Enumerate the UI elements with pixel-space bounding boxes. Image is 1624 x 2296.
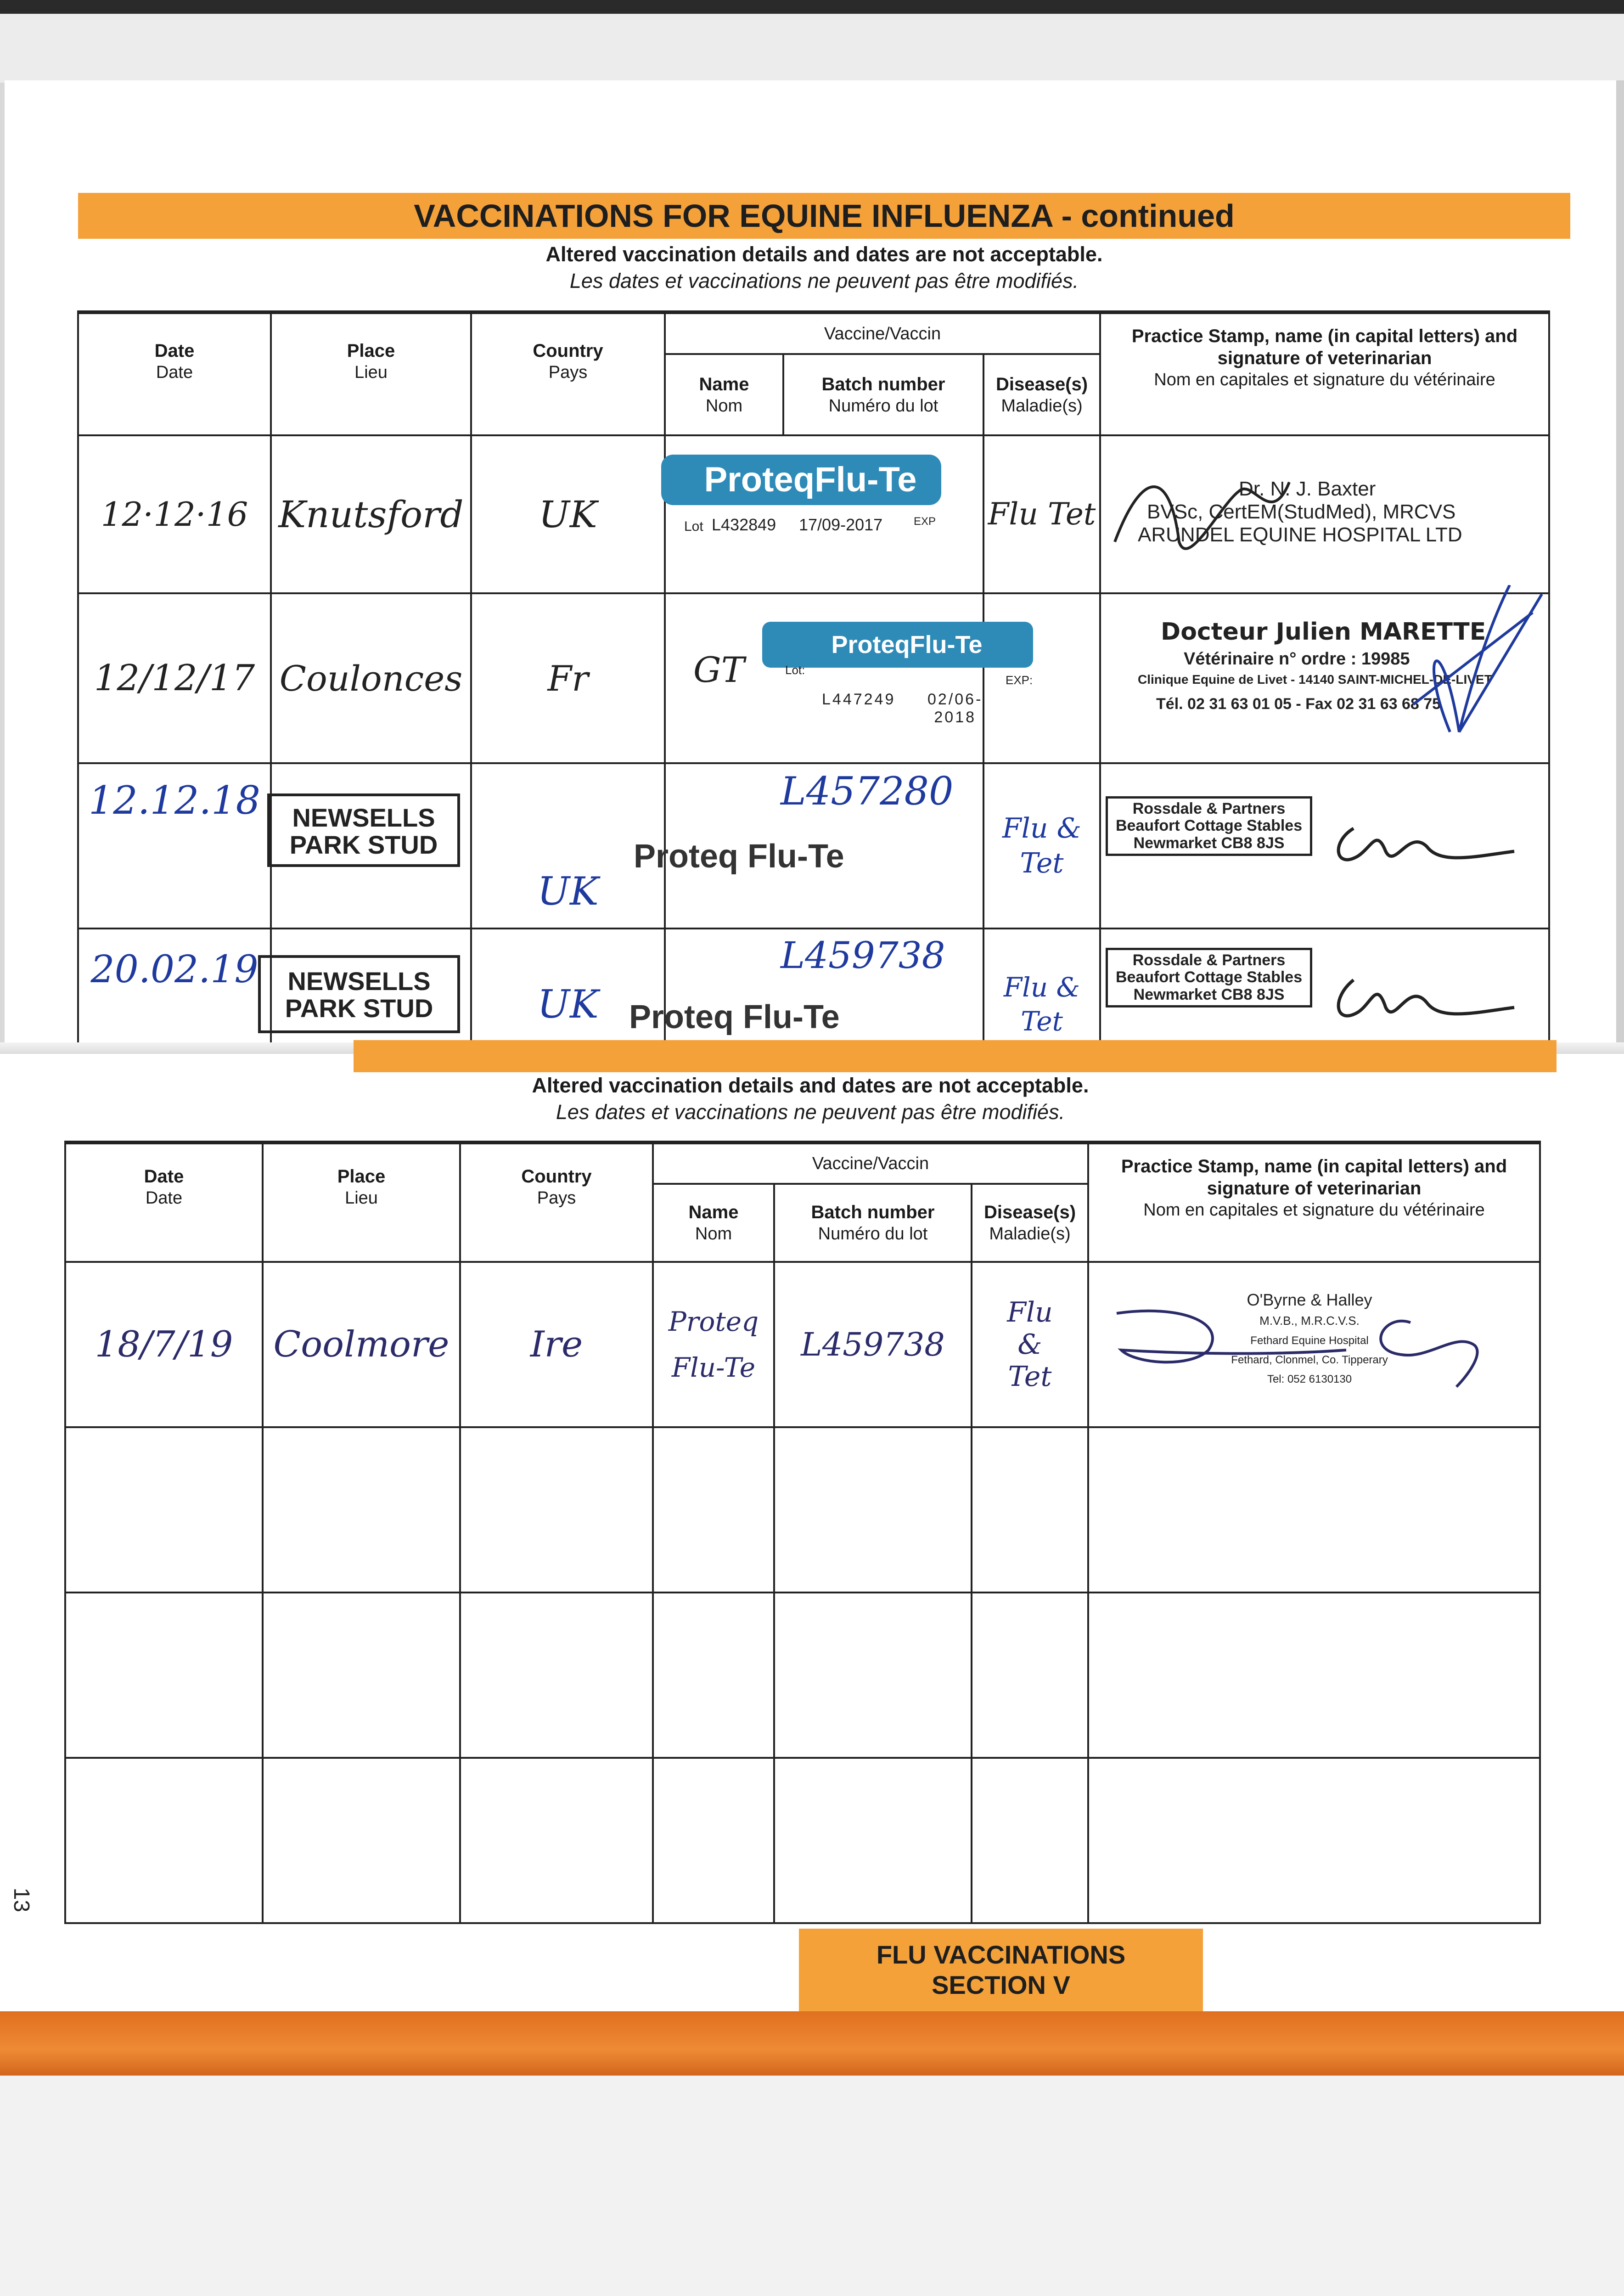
table-header-row <box>78 312 1549 354</box>
place-cell <box>263 1427 460 1593</box>
practice-stamp <box>1106 948 1312 1007</box>
place-cell: Knutsford <box>271 435 471 593</box>
stamp-line-3: Newmarket CB8 8JS <box>1133 834 1285 852</box>
scanner-edge <box>0 0 1624 14</box>
vaccine-cell <box>634 763 983 929</box>
date-cell <box>65 1593 263 1758</box>
country-cell <box>460 1758 653 1923</box>
date-cell: 20.02.19 <box>78 929 271 1080</box>
stamp-line-1: NEWSELLS <box>287 967 431 996</box>
stamp-line-2: PARK STUD <box>289 830 438 859</box>
place-cell <box>263 1593 460 1758</box>
previous-page-edge <box>0 14 1624 83</box>
vaccine-group-header: Vaccine/Vaccin <box>665 312 1100 354</box>
notice-english: Altered vaccination details and dates are not acceptable. <box>532 1074 1089 1097</box>
vet-practice: ARUNDEL EQUINE HOSPITAL LTD <box>1138 523 1462 546</box>
batch-handwritten: L457280 <box>781 769 954 814</box>
sticker-batch: L432849 <box>712 515 776 534</box>
stamp-line-4: Fethard, Clonmel, Co. Tipperary <box>1231 1354 1388 1366</box>
vet-qualifications: BVSc, CertEM(StudMed), MRCVS <box>1147 501 1456 523</box>
place-cell <box>263 1758 460 1923</box>
disease-cell <box>983 593 1100 763</box>
disease-cell: Flu & Tet <box>983 929 1100 1080</box>
vet-signature <box>1326 801 1519 874</box>
stamp-line-1: NEWSELLS <box>292 803 435 832</box>
section-title: VACCINATIONS FOR EQUINE INFLUENZA - continued <box>78 193 1570 239</box>
disease-cell <box>972 1593 1088 1758</box>
upper-vaccination-table <box>77 310 1550 1081</box>
practice-cell <box>1088 1427 1540 1593</box>
lower-vaccination-table <box>64 1141 1541 1924</box>
sticker-batch: L447249 <box>822 691 896 708</box>
name-cell <box>653 1593 774 1758</box>
stamp-line-2: Beaufort Cottage Stables <box>1115 817 1303 835</box>
vaccine-sticker-cell <box>665 435 983 593</box>
practice-cell <box>1088 1262 1540 1427</box>
table-row <box>78 435 1549 593</box>
notice-french: Les dates et vaccinations ne peuvent pas être modifiés. <box>556 1100 1065 1124</box>
disease-line-3: Tet <box>1008 1361 1052 1393</box>
country-cell: Ire <box>460 1262 653 1427</box>
table-row <box>65 1427 1540 1593</box>
batch-cell: L459738 <box>774 1262 972 1427</box>
disease-cell: Flu Tet <box>983 435 1100 593</box>
notice-french: Les dates et vaccinations ne peuvent pas être modifiés. <box>569 269 1079 293</box>
name-cell <box>653 1427 774 1593</box>
stamp-line-3: Fethard Equine Hospital <box>1250 1334 1369 1347</box>
table-row <box>65 1758 1540 1923</box>
date-cell: 12·12·16 <box>78 435 271 593</box>
sticker-date: 02/06-2018 <box>927 691 983 726</box>
table-row <box>65 1593 1540 1758</box>
stamp-line-2: PARK STUD <box>285 993 433 1023</box>
name-line-1: Proteq <box>668 1306 759 1337</box>
stamp-line-5: Tel: 052 6130130 <box>1267 1373 1352 1385</box>
stamp-line-3: Newmarket CB8 8JS <box>1133 985 1285 1003</box>
place-cell <box>271 763 471 929</box>
name-cell <box>653 1758 774 1923</box>
country-cell: UK <box>471 929 665 1080</box>
date-cell: 12.12.18 <box>78 763 271 929</box>
batch-header: Batch number Numéro du lot <box>783 354 983 435</box>
place-stamp <box>258 955 460 1033</box>
name-cell <box>653 1262 774 1427</box>
section-tab-line-1: FLU VACCINATIONS <box>876 1940 1126 1969</box>
disease-cell <box>972 1262 1088 1427</box>
table-row <box>78 763 1549 929</box>
date-cell: 12/12/17 <box>78 593 271 763</box>
name-mark: GT <box>693 649 745 690</box>
place-cell: Coulonces <box>271 593 471 763</box>
batch-cell <box>774 1427 972 1593</box>
country-cell: Fr <box>471 593 665 763</box>
batch-cell <box>774 1593 972 1758</box>
vaccine-group-header: Vaccine/Vaccin <box>653 1142 1088 1184</box>
section-tab <box>799 1929 1203 2011</box>
table-row <box>78 593 1549 763</box>
disease-cell: Flu & Tet <box>983 763 1100 929</box>
batch-cell <box>774 1758 972 1923</box>
page-number: 13 <box>9 1887 34 1913</box>
sticker-lot-label: Lot: <box>785 663 805 677</box>
practice-cell <box>1100 593 1549 763</box>
vaccine-sticker-cell <box>665 593 1033 763</box>
date-header: Date Date <box>65 1142 263 1262</box>
stamp-line-2: Beaufort Cottage Stables <box>1115 968 1303 986</box>
section-tab-line-2: SECTION V <box>932 1970 1070 1999</box>
stamp-line-1: O'Byrne & Halley <box>1247 1290 1372 1309</box>
country-header: Country Pays <box>471 312 665 435</box>
place-header: Place Lieu <box>271 312 471 435</box>
sticker-exp-label: EXP: <box>1006 673 1033 687</box>
date-cell <box>65 1427 263 1593</box>
country-header: Country Pays <box>460 1142 653 1262</box>
disease-cell <box>972 1758 1088 1923</box>
notice-english: Altered vaccination details and dates are not acceptable. <box>545 242 1103 266</box>
practice-cell <box>1100 763 1549 929</box>
practice-stamp <box>1213 1290 1406 1387</box>
date-header: Date Date <box>78 312 271 435</box>
cover-edge-orange <box>0 2011 1624 2076</box>
place-cell: Coolmore <box>263 1262 460 1427</box>
batch-handwritten: L459738 <box>781 934 945 977</box>
vaccine-name-stamp: Proteq Flu-Te <box>634 838 844 875</box>
sticker-exp-label: EXP <box>914 515 936 528</box>
practice-cell <box>1088 1593 1540 1758</box>
disease-cell <box>972 1427 1088 1593</box>
name-header: Name Nom <box>665 354 783 435</box>
disease-line-1: Flu <box>1007 1296 1053 1328</box>
disease-header: Disease(s) Maladie(s) <box>983 354 1100 435</box>
name-header: Name Nom <box>653 1184 774 1262</box>
disease-header: Disease(s) Maladie(s) <box>972 1184 1088 1262</box>
vet-clinic: Clinique Equine de Livet - 14140 SAINT-MICHEL-DE-LIVET <box>1138 672 1492 687</box>
vet-order-number: Vétérinaire n° ordre : 19985 <box>1184 649 1410 669</box>
practice-cell <box>1088 1758 1540 1923</box>
practice-header: Practice Stamp, name (in capital letters) and signature of veterinarian Nom en capitales et signature du vétérinaire <box>1088 1142 1540 1262</box>
vet-name: Docteur Julien MARETTE <box>1161 618 1486 646</box>
country-cell: UK <box>471 435 665 593</box>
scan-background <box>0 2076 1624 2296</box>
name-line-2: Flu-Te <box>671 1352 756 1383</box>
vet-signature <box>1386 585 1551 750</box>
disease-line-2: & <box>1017 1328 1042 1361</box>
date-cell: 18/7/19 <box>65 1262 263 1427</box>
table-row <box>65 1262 1540 1427</box>
lower-title-band-edge <box>354 1040 1557 1072</box>
vet-name: Dr. N. J. Baxter <box>1239 478 1376 500</box>
sticker-date: 17/09-2017 <box>799 515 883 534</box>
stamp-line-2: M.V.B., M.R.C.V.S. <box>1259 1314 1360 1328</box>
sticker-lot-label: Lot <box>684 519 703 534</box>
practice-stamp <box>1106 796 1312 856</box>
practice-header: Practice Stamp, name (in capital letters) and signature of veterinarian Nom en capitales et signature du vétérinaire <box>1100 312 1549 435</box>
vaccine-sticker: ProteqFlu-Te <box>762 622 1033 668</box>
date-cell <box>65 1758 263 1923</box>
place-stamp <box>267 793 460 867</box>
table-header-row <box>65 1142 1540 1184</box>
vet-signature <box>1326 952 1519 1030</box>
vaccine-sticker: ProteqFlu-Te <box>661 455 941 505</box>
practice-cell <box>1100 435 1549 593</box>
country-cell <box>460 1427 653 1593</box>
vet-telephone: Tél. 02 31 63 01 05 - Fax 02 31 63 68 75 <box>1156 695 1441 713</box>
stamp-line-1: Rossdale & Partners <box>1132 800 1286 817</box>
country-cell: UK <box>471 763 665 929</box>
place-header: Place Lieu <box>263 1142 460 1262</box>
batch-header: Batch number Numéro du lot <box>774 1184 972 1262</box>
country-cell <box>460 1593 653 1758</box>
vaccine-name-stamp: Proteq Flu-Te <box>629 999 840 1035</box>
stamp-line-1: Rossdale & Partners <box>1132 951 1286 969</box>
